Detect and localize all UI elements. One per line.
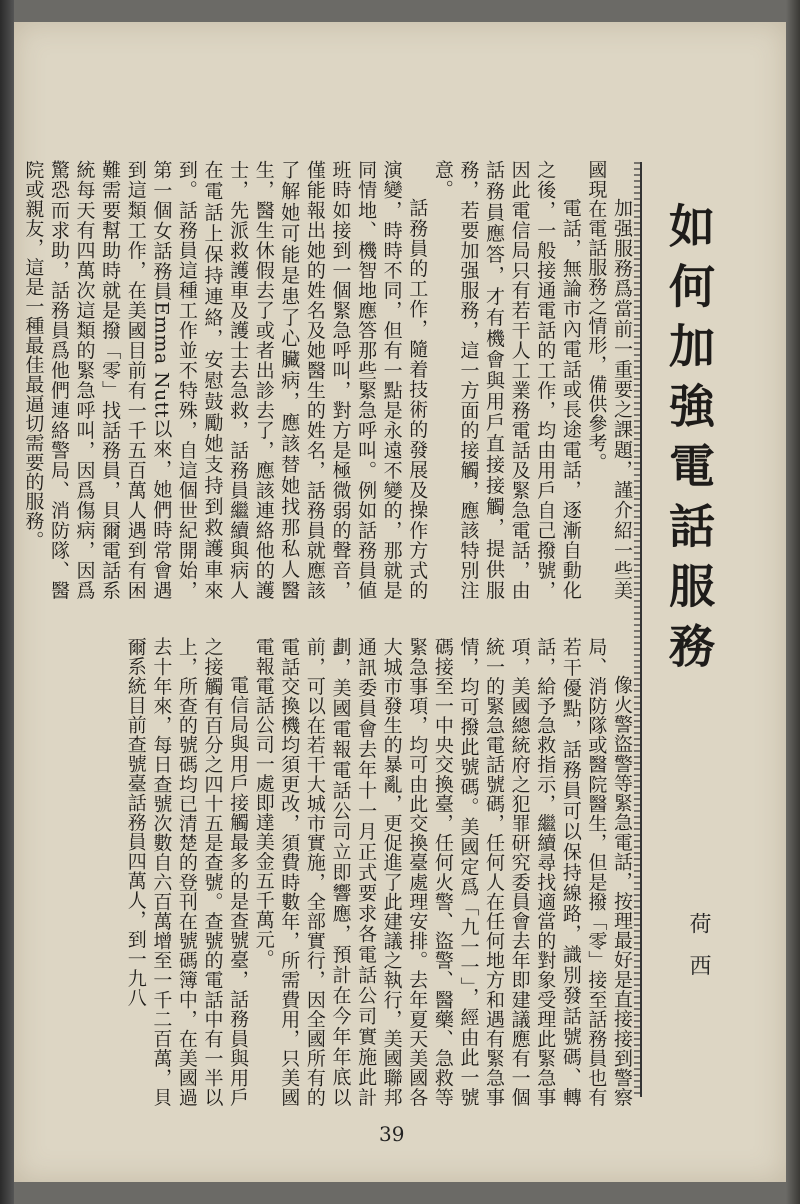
paragraph: 加强服務爲當前一重要之課題，謹介紹一些美國現在電話服務之情形，備供參考。: [585, 160, 633, 600]
article-body-bottom: [64, 637, 634, 1107]
book-spine: [0, 0, 14, 1204]
article-author: 荷西: [686, 912, 711, 996]
page-number: 39: [379, 1122, 405, 1146]
paragraph: 電信局與用戶接觸最多的是查號臺，話務員與用戶之接觸有百分之四十五是查號。查號的電話中有一半以上，所查的號碼均已清楚的登刊在號碼簿中，在美國過去十年來，每日查號次數自六百萬增至一千二百萬，貝爾系統目前查號臺話務員四萬人，到一九八: [124, 637, 250, 1107]
paragraph: 電話，無論市內電話或長途電話，逐漸自動化之後，一般接通電話的工作，均由用戶自己撥號，因此電信局只有若干人工業務電話及緊急電話，由話務員應答，才有機會與用戶直接接觸，提供服務，若要加强服務，這一方面的接觸，應該特別注意。: [431, 160, 582, 600]
book-page: [14, 22, 786, 1182]
paragraph: 話務員的工作，隨着技術的發展及操作方式的演變，時時不同，但有一點是永遠不變的，那就是同情地、機智地應答那些緊急呼叫。例如話務員値班時如接到一個緊急呼叫，對方是極微弱的聲音，僅能報出她的姓名及她醫生的姓名，話務員就應該了解她可能是患了心臟病，應該替她找那私人醫生，醫生休假去了或者出診去了，應該連絡他的護士，先派救護車及護士去急救，話務員繼續與病人在電話上保持連絡，安慰鼓勵她支持到救護車來到。話務員這種工作並不特殊，自這個世紀開始，第一個女話務員Emma Nutt以來，她們時常會遇到這類工作，在美國目前有一千五百萬人遇到有困難需要幫助時就是撥「零」找話務員，貝爾電話系統每天有四萬次這類的緊急呼叫，因爲傷病，因爲驚恐而求助，話務員爲他們連絡警局、消防隊、醫院或親友，這是一種最佳最逼切需要的服務。: [22, 160, 429, 600]
page-edge: [786, 0, 800, 1204]
article-body-top: [22, 160, 634, 600]
paragraph: 像火警盜警等緊急電話，按理最好是直接接到警察局、消防隊或醫院醫生，但是撥「零」接至話務員也有若干優點，話務員可以保持線路，識別發話號碼、轉話，給予急救指示，繼續尋找適當的對象受理此緊急事項，美國總統府之犯罪研究委員會去年即建議應有一個統一的緊急電話號碼，任何人在任何地方和遇有緊急事情，均可撥此號碼。美國定爲「九一一」，經由此一號碼接至一中央交換臺，任何火警、盜警、醫藥、急救等緊急事項，均可由此交換臺處理安排。去年夏天美國各大城市發生的暴亂，更促進了此建議之執行，美國聯邦通訊委員會去年十一月正式要求各電話公司實施此計劃，美國電報電話公司立即響應，預計在今年年底以前，可以在若干大城市實施，全部實行，因全國所有的電話交換機均須更改，須費時數年，所需費用，只美國電報電話公司一處即達美金五千萬元。: [252, 637, 633, 1107]
article-title: 如何加強電話服務: [662, 202, 716, 682]
